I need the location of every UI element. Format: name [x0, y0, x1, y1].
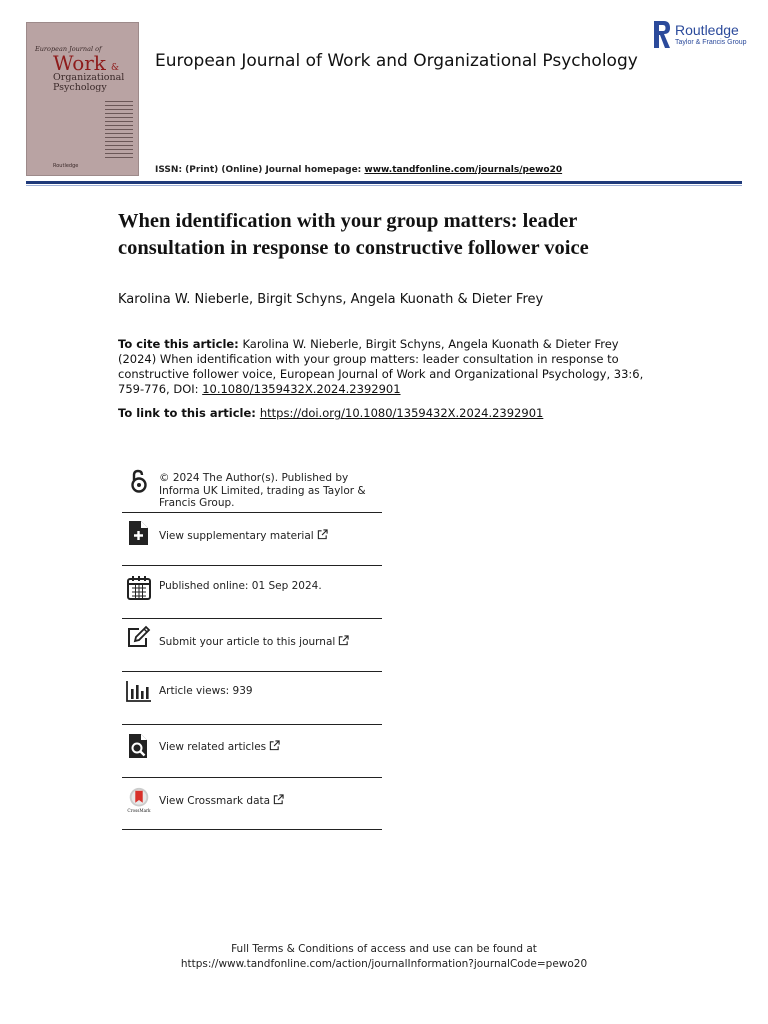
document-plus-icon: [126, 520, 152, 546]
submit-article-link[interactable]: [159, 635, 349, 649]
supplementary-label: View supplementary material: [159, 530, 314, 542]
cover-contents-lines: [105, 101, 133, 161]
cover-amp: &: [111, 63, 120, 73]
cover-line1: European Journal of: [35, 45, 102, 53]
submit-row[interactable]: [122, 619, 382, 672]
related-articles-search-icon: [126, 733, 152, 759]
link-label: To link to this article:: [118, 406, 260, 420]
routledge-r-icon: [654, 21, 670, 48]
journal-cover-image: [26, 22, 139, 176]
external-link-icon: [338, 635, 349, 646]
edit-pencil-icon: [126, 625, 152, 651]
issn-text: ISSN: (Print) (Online) Journal homepage:: [155, 165, 365, 175]
article-link-line: [118, 406, 543, 420]
terms-footer: [0, 942, 768, 972]
issn-line: [155, 165, 562, 175]
article-info-panel: [122, 462, 382, 830]
published-date: Published online: 01 Sep 2024.: [159, 580, 322, 592]
open-access-text: © 2024 The Author(s). Published by Informa UK Limited, trading as Taylor & Francis Group.: [159, 472, 366, 509]
routledge-logo[interactable]: [654, 21, 746, 51]
publisher-name: Routledge: [675, 22, 739, 38]
cover-line2: Work: [53, 51, 106, 75]
article-authors: Karolina W. Nieberle, Birgit Schyns, Angela Kuonath & Dieter Frey: [118, 292, 544, 307]
cover-line4: Psychology: [53, 82, 107, 93]
publisher-subtitle: Taylor & Francis Group: [675, 39, 747, 46]
supplementary-row[interactable]: [122, 513, 382, 566]
cite-label: To cite this article:: [118, 337, 239, 351]
open-access-row: [122, 462, 382, 513]
cite-text: Karolina W. Nieberle, Birgit Schyns, Angela Kuonath & Dieter Frey (2024) When identification with your group matters: leader consultation in response to constructive follower voice, European Journal of Work and Organizational Psychology, 33:6, 759-776, DOI:: [118, 337, 644, 396]
related-articles-link[interactable]: [159, 740, 280, 754]
crossmark-label: View Crossmark data: [159, 795, 271, 807]
cover-publisher: Routledge: [53, 163, 79, 169]
citation-block: [118, 337, 658, 397]
footer-line1: Full Terms & Conditions of access and use can be found at: [231, 943, 537, 955]
cover-line3: Organizational: [53, 72, 125, 83]
external-link-icon: [269, 740, 280, 751]
calendar-icon: [126, 575, 152, 601]
header-rule-thin: [26, 185, 742, 186]
crossmark-icon-label: CrossMark: [127, 808, 151, 813]
cite-doi-link[interactable]: 10.1080/1359432X.2024.2392901: [202, 382, 401, 396]
article-views: Article views: 939: [159, 685, 253, 697]
bar-chart-icon: [126, 679, 152, 705]
header-rule: [26, 181, 742, 184]
journal-title: European Journal of Work and Organizational Psychology: [155, 51, 638, 71]
published-row: [122, 566, 382, 619]
crossmark-icon: [126, 787, 152, 813]
cover-line3-4: [53, 73, 124, 93]
external-link-icon: [273, 794, 284, 805]
article-doi-link[interactable]: https://doi.org/10.1080/1359432X.2024.2392901: [259, 406, 544, 420]
article-title: When identification with your group matters: leader consultation in response to constructive follower voice: [118, 210, 589, 259]
related-row[interactable]: [122, 725, 382, 778]
crossmark-link[interactable]: [159, 794, 284, 808]
views-row: [122, 672, 382, 725]
external-link-icon: [317, 529, 328, 540]
footer-terms-url[interactable]: https://www.tandfonline.com/action/journalInformation?journalCode=pewo20: [180, 958, 588, 970]
journal-homepage-link[interactable]: www.tandfonline.com/journals/pewo20: [364, 165, 563, 175]
submit-label: Submit your article to this journal: [159, 636, 336, 648]
open-access-icon: [126, 468, 152, 494]
supplementary-link[interactable]: [159, 529, 328, 543]
related-label: View related articles: [159, 741, 267, 753]
crossmark-row[interactable]: [122, 778, 382, 830]
